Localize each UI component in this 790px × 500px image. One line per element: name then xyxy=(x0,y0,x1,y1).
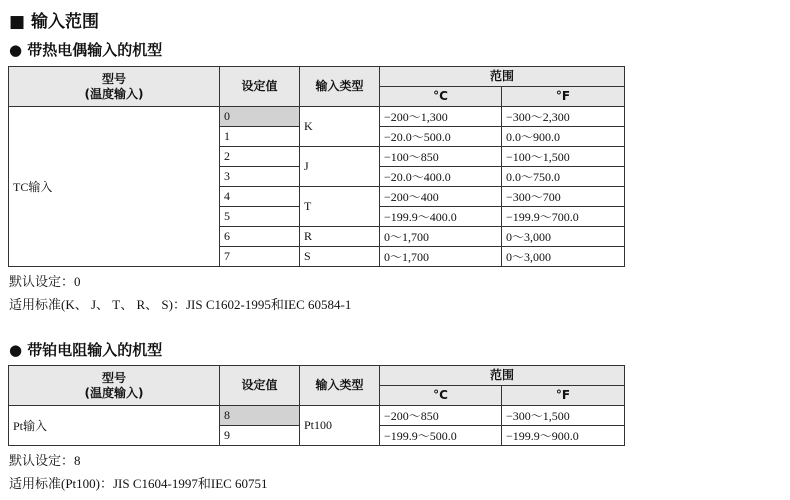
header-fahrenheit: °F xyxy=(502,386,625,406)
header-input-type: 输入类型 xyxy=(300,67,380,107)
setting-cell: 7 xyxy=(220,247,300,267)
range-celsius-cell: 0～1,700 xyxy=(380,247,502,267)
range-celsius-cell: −199.9～500.0 xyxy=(380,426,502,446)
range-celsius-cell: −100～850 xyxy=(380,147,502,167)
setting-cell: 8 xyxy=(220,406,300,426)
setting-cell: 1 xyxy=(220,127,300,147)
header-input-type: 输入类型 xyxy=(300,366,380,406)
input-type-cell: T xyxy=(300,187,380,227)
header-model-line2: (温度输入) xyxy=(84,385,144,400)
section-title-platinum: ● 带铂电阻输入的机型 xyxy=(9,341,163,359)
setting-cell: 4 xyxy=(220,187,300,207)
thermocouple-range-table xyxy=(8,66,625,267)
header-range: 范围 xyxy=(380,67,625,87)
header-celsius: °C xyxy=(380,386,502,406)
setting-cell: 6 xyxy=(220,227,300,247)
range-fahrenheit-cell: −100～1,500 xyxy=(502,147,625,167)
range-fahrenheit-cell: −199.9～700.0 xyxy=(502,207,625,227)
setting-cell: 9 xyxy=(220,426,300,446)
model-name-cell: Pt输入 xyxy=(9,406,220,446)
range-celsius-cell: −199.9～400.0 xyxy=(380,207,502,227)
header-model-line1: 型号 xyxy=(101,370,126,385)
range-fahrenheit-cell: −300～1,500 xyxy=(502,406,625,426)
setting-cell: 5 xyxy=(220,207,300,227)
standard-note: 适用标准(K、 J、 T、 R、 S)：JIS C1602-1995和IEC 60584-1 xyxy=(9,297,352,312)
range-celsius-cell: −20.0～400.0 xyxy=(380,167,502,187)
header-model-line1: 型号 xyxy=(101,71,126,86)
page-heading: ■ 输入范围 xyxy=(9,12,99,32)
standard-note: 适用标准(Pt100)：JIS C1604-1997和IEC 60751 xyxy=(9,476,268,491)
header-celsius: °C xyxy=(380,87,502,107)
range-celsius-cell: −200～1,300 xyxy=(380,107,502,127)
range-celsius-cell: −200～850 xyxy=(380,406,502,426)
header-range: 范围 xyxy=(380,366,625,386)
header-fahrenheit: °F xyxy=(502,87,625,107)
model-name-cell: TC输入 xyxy=(9,107,220,267)
input-type-cell: J xyxy=(300,147,380,187)
range-fahrenheit-cell: 0.0～750.0 xyxy=(502,167,625,187)
input-type-cell: R xyxy=(300,227,380,247)
header-setting: 设定值 xyxy=(220,366,300,406)
range-fahrenheit-cell: −300～2,300 xyxy=(502,107,625,127)
default-setting-note: 默认设定：0 xyxy=(9,274,81,289)
range-fahrenheit-cell: 0.0～900.0 xyxy=(502,127,625,147)
setting-cell: 0 xyxy=(220,107,300,127)
input-type-cell: K xyxy=(300,107,380,147)
input-type-cell: Pt100 xyxy=(300,406,380,446)
range-fahrenheit-cell: 0～3,000 xyxy=(502,247,625,267)
range-celsius-cell: −200～400 xyxy=(380,187,502,207)
range-celsius-cell: −20.0～500.0 xyxy=(380,127,502,147)
table-row xyxy=(9,406,625,426)
header-setting: 设定值 xyxy=(220,67,300,107)
header-model-line2: (温度输入) xyxy=(84,86,144,101)
header-model xyxy=(9,366,220,406)
setting-cell: 2 xyxy=(220,147,300,167)
range-fahrenheit-cell: −199.9～900.0 xyxy=(502,426,625,446)
input-type-cell: S xyxy=(300,247,380,267)
table-row xyxy=(9,107,625,127)
default-setting-note: 默认设定：8 xyxy=(9,453,81,468)
range-fahrenheit-cell: 0～3,000 xyxy=(502,227,625,247)
range-fahrenheit-cell: −300～700 xyxy=(502,187,625,207)
section-title-thermocouple: ● 带热电偶输入的机型 xyxy=(9,41,163,59)
setting-cell: 3 xyxy=(220,167,300,187)
platinum-range-table xyxy=(8,365,625,446)
header-model xyxy=(9,67,220,107)
range-celsius-cell: 0～1,700 xyxy=(380,227,502,247)
